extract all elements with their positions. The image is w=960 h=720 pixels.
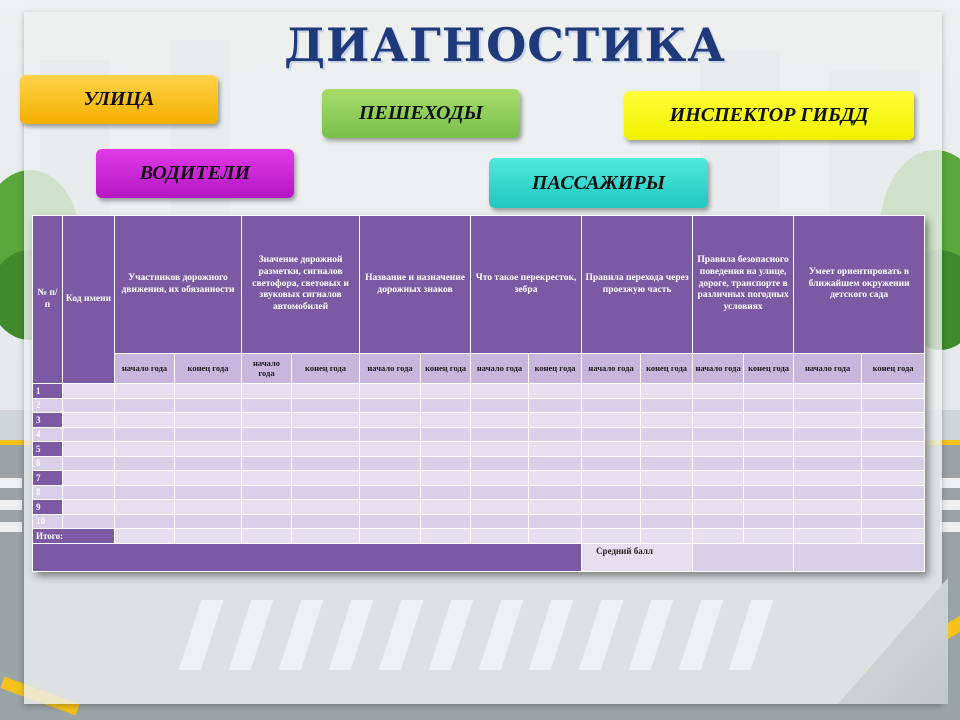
table-cell[interactable] (744, 384, 794, 399)
table-cell[interactable] (360, 398, 421, 413)
table-cell[interactable] (744, 413, 794, 428)
table-cell[interactable] (641, 427, 693, 442)
table-cell[interactable] (360, 456, 421, 471)
table-cell[interactable] (292, 384, 360, 399)
header-participants: Участников дорожного движения, их обязанности (115, 216, 242, 354)
subheader-start: начало года (242, 354, 292, 384)
table-cell[interactable] (175, 384, 242, 399)
row-number: 2 (33, 398, 63, 413)
table-cell[interactable] (471, 398, 529, 413)
table-cell[interactable] (63, 456, 115, 471)
table-cell[interactable] (862, 500, 925, 515)
table-row (33, 514, 925, 529)
table-cell[interactable] (794, 485, 862, 500)
page-title: ДИАГНОСТИКА (284, 18, 726, 72)
header-crossing-rules: Правила перехода через проезжую часть (582, 216, 693, 354)
table-cell[interactable] (641, 413, 693, 428)
table-cell[interactable] (529, 398, 582, 413)
table-cell[interactable] (115, 398, 175, 413)
table-cell[interactable] (529, 442, 582, 457)
table-cell[interactable] (862, 456, 925, 471)
street-button[interactable] (20, 75, 218, 124)
table-cell[interactable] (175, 471, 242, 486)
table-cell[interactable] (292, 514, 360, 529)
table-cell[interactable] (582, 485, 641, 500)
table-cell[interactable] (693, 398, 744, 413)
row-number: 9 (33, 500, 63, 515)
table-cell[interactable] (862, 413, 925, 428)
total-label: Итого: (33, 529, 115, 544)
total-cell[interactable] (693, 529, 744, 544)
table-cell[interactable] (63, 413, 115, 428)
table-cell[interactable] (471, 471, 529, 486)
total-cell[interactable] (744, 529, 794, 544)
table-cell[interactable] (63, 514, 115, 529)
table-row (33, 500, 925, 515)
table-cell[interactable] (471, 442, 529, 457)
table-cell[interactable] (641, 384, 693, 399)
table-row (33, 413, 925, 428)
diagnostic-table (32, 215, 925, 572)
total-cell[interactable] (641, 529, 693, 544)
table-cell[interactable] (115, 485, 175, 500)
table-cell[interactable] (175, 398, 242, 413)
table-cell[interactable] (744, 456, 794, 471)
table-cell[interactable] (862, 485, 925, 500)
total-cell[interactable] (421, 529, 471, 544)
table-cell[interactable] (175, 514, 242, 529)
table-cell[interactable] (693, 442, 744, 457)
table-cell[interactable] (175, 456, 242, 471)
table-cell[interactable] (744, 471, 794, 486)
table-cell[interactable] (360, 442, 421, 457)
row-number: 5 (33, 442, 63, 457)
table-cell[interactable] (794, 384, 862, 399)
row-number: 4 (33, 427, 63, 442)
subheader-start: начало года (115, 354, 175, 384)
table-cell[interactable] (292, 485, 360, 500)
subheader-start: начало года (582, 354, 641, 384)
header-crossroads: Что такое перекресток, зебра (471, 216, 582, 354)
table-cell[interactable] (862, 471, 925, 486)
table-cell[interactable] (242, 456, 292, 471)
row-number: 10 (33, 514, 63, 529)
subheader-end: конец года (421, 354, 471, 384)
row-number: 6 (33, 456, 63, 471)
table-cell[interactable] (421, 413, 471, 428)
subheader-end: конец года (292, 354, 360, 384)
table-cell[interactable] (693, 413, 744, 428)
inspector-label: ИНСПЕКТОР ГИБДД (669, 104, 869, 126)
table-cell[interactable] (582, 500, 641, 515)
total-cell[interactable] (471, 529, 529, 544)
table-cell[interactable] (471, 514, 529, 529)
table-cell[interactable] (242, 471, 292, 486)
table-cell[interactable] (360, 471, 421, 486)
header-num: № п/п (33, 216, 63, 384)
table-cell[interactable] (471, 413, 529, 428)
average-row (33, 543, 925, 571)
table-cell[interactable] (582, 514, 641, 529)
table-cell[interactable] (641, 514, 693, 529)
side-crosswalk (940, 522, 960, 532)
row-number: 7 (33, 471, 63, 486)
total-cell[interactable] (242, 529, 292, 544)
header-road-signs: Название и назначение дорожных знаков (360, 216, 471, 354)
side-crosswalk (940, 500, 960, 510)
pedestrians-label: ПЕШЕХОДЫ (358, 102, 484, 124)
table-cell[interactable] (693, 514, 744, 529)
subheader-row (33, 354, 925, 384)
header-orientation: Умеет ориентировать в ближайшем окружении детского сада (794, 216, 925, 354)
total-cell[interactable] (794, 529, 862, 544)
row-number: 3 (33, 413, 63, 428)
average-label: Средний балл (582, 543, 693, 571)
table-cell[interactable] (471, 485, 529, 500)
table-cell[interactable] (744, 398, 794, 413)
table-cell[interactable] (242, 485, 292, 500)
table-cell[interactable] (794, 456, 862, 471)
table-cell[interactable] (862, 514, 925, 529)
table-cell[interactable] (744, 442, 794, 457)
total-cell[interactable] (582, 529, 641, 544)
table-cell[interactable] (360, 500, 421, 515)
table-cell[interactable] (360, 485, 421, 500)
table-cell[interactable] (794, 442, 862, 457)
table-cell[interactable] (693, 485, 744, 500)
table-cell[interactable] (862, 442, 925, 457)
table-cell[interactable] (242, 514, 292, 529)
table-cell[interactable] (292, 413, 360, 428)
table-cell[interactable] (582, 471, 641, 486)
table-cell[interactable] (242, 442, 292, 457)
diagnostic-table-wrapper (32, 215, 924, 571)
table-cell[interactable] (529, 500, 582, 515)
average-cell[interactable] (794, 543, 925, 571)
table-cell[interactable] (471, 456, 529, 471)
table-cell[interactable] (582, 442, 641, 457)
table-cell[interactable] (115, 514, 175, 529)
table-cell[interactable] (175, 485, 242, 500)
total-cell[interactable] (115, 529, 175, 544)
table-row (33, 471, 925, 486)
subheader-end: конец года (175, 354, 242, 384)
header-markings: Значение дорожной разметки, сигналов светофора, световых и звуковых сигналов автомобилей (242, 216, 360, 354)
passengers-button[interactable] (489, 158, 708, 208)
table-cell[interactable] (115, 413, 175, 428)
drivers-button[interactable] (96, 149, 294, 198)
table-cell[interactable] (242, 398, 292, 413)
table-cell[interactable] (421, 514, 471, 529)
table-cell[interactable] (862, 384, 925, 399)
street-label: УЛИЦА (83, 88, 155, 110)
table-cell[interactable] (421, 500, 471, 515)
table-cell[interactable] (242, 500, 292, 515)
table-cell[interactable] (862, 398, 925, 413)
table-cell[interactable] (471, 500, 529, 515)
drivers-label: ВОДИТЕЛИ (139, 162, 251, 184)
table-cell[interactable] (63, 471, 115, 486)
total-cell[interactable] (360, 529, 421, 544)
table-cell[interactable] (794, 398, 862, 413)
table-row (33, 384, 925, 399)
table-cell[interactable] (421, 427, 471, 442)
subheader-start: начало года (693, 354, 744, 384)
header-safe-behavior: Правила безопасного поведения на улице, дороге, транспорте в различных погодных условиях (693, 216, 794, 354)
table-cell[interactable] (63, 398, 115, 413)
table-cell[interactable] (744, 500, 794, 515)
subheader-start: начало года (360, 354, 421, 384)
table-cell[interactable] (794, 471, 862, 486)
table-cell[interactable] (175, 427, 242, 442)
table-cell[interactable] (529, 427, 582, 442)
table-cell[interactable] (242, 427, 292, 442)
total-cell[interactable] (292, 529, 360, 544)
table-cell[interactable] (641, 500, 693, 515)
side-crosswalk (0, 522, 22, 532)
table-body (33, 384, 925, 572)
total-cell[interactable] (862, 529, 925, 544)
subheader-end: конец года (641, 354, 693, 384)
inspector-button[interactable] (624, 91, 914, 140)
table-cell[interactable] (693, 427, 744, 442)
subheader-end: конец года (744, 354, 794, 384)
table-cell[interactable] (582, 427, 641, 442)
table-cell[interactable] (641, 471, 693, 486)
table-cell[interactable] (582, 398, 641, 413)
table-cell[interactable] (242, 413, 292, 428)
table-cell[interactable] (421, 471, 471, 486)
table-cell[interactable] (360, 413, 421, 428)
side-crosswalk (0, 478, 22, 488)
total-cell[interactable] (529, 529, 582, 544)
table-cell[interactable] (744, 427, 794, 442)
subheader-end: конец года (529, 354, 582, 384)
table-cell[interactable] (360, 514, 421, 529)
table-cell[interactable] (794, 427, 862, 442)
table-cell[interactable] (63, 427, 115, 442)
table-cell[interactable] (421, 456, 471, 471)
table-cell[interactable] (175, 442, 242, 457)
table-cell[interactable] (529, 456, 582, 471)
table-cell[interactable] (242, 384, 292, 399)
table-cell[interactable] (292, 471, 360, 486)
side-crosswalk (0, 500, 22, 510)
pedestrians-button[interactable] (322, 89, 520, 138)
table-cell[interactable] (529, 514, 582, 529)
table-cell[interactable] (471, 384, 529, 399)
table-cell[interactable] (641, 456, 693, 471)
table-cell[interactable] (292, 427, 360, 442)
table-cell[interactable] (693, 384, 744, 399)
table-cell[interactable] (529, 485, 582, 500)
table-cell[interactable] (582, 413, 641, 428)
table-cell[interactable] (421, 398, 471, 413)
table-cell[interactable] (63, 500, 115, 515)
table-cell[interactable] (115, 456, 175, 471)
table-cell[interactable] (582, 456, 641, 471)
table-cell[interactable] (471, 427, 529, 442)
table-cell[interactable] (175, 500, 242, 515)
row-number: 8 (33, 485, 63, 500)
table-cell[interactable] (292, 398, 360, 413)
table-row (33, 398, 925, 413)
table-cell[interactable] (744, 485, 794, 500)
table-cell[interactable] (641, 398, 693, 413)
header-code: Код имени (63, 216, 115, 384)
table-cell[interactable] (292, 442, 360, 457)
table-row (33, 442, 925, 457)
table-cell[interactable] (744, 514, 794, 529)
table-cell[interactable] (115, 384, 175, 399)
table-cell[interactable] (641, 485, 693, 500)
table-row (33, 456, 925, 471)
table-cell[interactable] (641, 442, 693, 457)
table-cell[interactable] (360, 427, 421, 442)
table-cell[interactable] (115, 427, 175, 442)
side-crosswalk (940, 478, 960, 488)
total-row (33, 529, 925, 544)
table-row (33, 485, 925, 500)
table-cell[interactable] (115, 500, 175, 515)
table-cell[interactable] (794, 413, 862, 428)
table-cell[interactable] (582, 384, 641, 399)
row-number: 1 (33, 384, 63, 399)
table-row (33, 427, 925, 442)
table-cell[interactable] (421, 485, 471, 500)
table-cell[interactable] (529, 384, 582, 399)
table-cell[interactable] (794, 500, 862, 515)
total-cell[interactable] (175, 529, 242, 544)
average-cell[interactable] (693, 543, 794, 571)
table-cell[interactable] (292, 456, 360, 471)
table-cell[interactable] (693, 500, 744, 515)
table-cell[interactable] (115, 442, 175, 457)
table-cell[interactable] (175, 413, 242, 428)
table-cell[interactable] (421, 442, 471, 457)
table-cell[interactable] (529, 413, 582, 428)
table-cell[interactable] (794, 514, 862, 529)
table-cell[interactable] (862, 427, 925, 442)
table-cell[interactable] (292, 500, 360, 515)
table-cell[interactable] (529, 471, 582, 486)
subheader-end: конец года (862, 354, 925, 384)
average-filler (33, 543, 582, 571)
passengers-label: ПАССАЖИРЫ (531, 171, 666, 194)
subheader-start: начало года (471, 354, 529, 384)
table-cell[interactable] (693, 456, 744, 471)
table-cell[interactable] (421, 384, 471, 399)
table-cell[interactable] (63, 384, 115, 399)
table-cell[interactable] (115, 471, 175, 486)
table-cell[interactable] (693, 471, 744, 486)
subheader-start: начало года (794, 354, 862, 384)
table-cell[interactable] (63, 442, 115, 457)
table-cell[interactable] (360, 384, 421, 399)
table-cell[interactable] (63, 485, 115, 500)
